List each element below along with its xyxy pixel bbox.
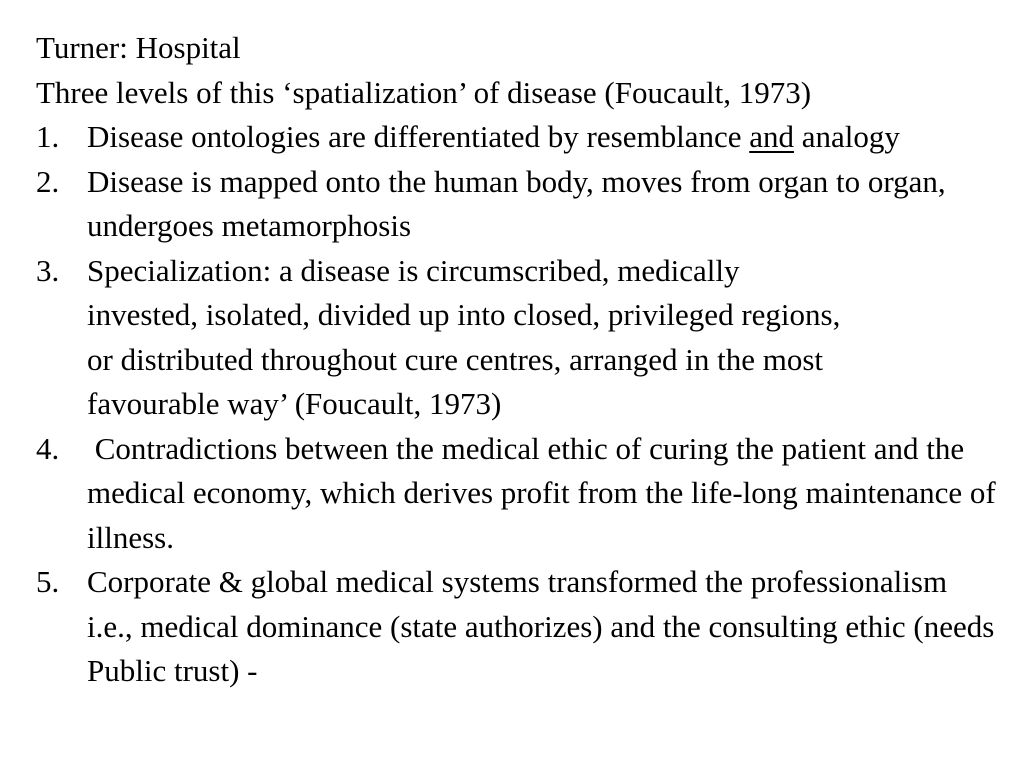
list-item-text-part: Disease ontologies are differentiated by resemblance: [87, 119, 750, 154]
list-item-text: [87, 249, 996, 427]
list-number: 1.: [36, 119, 60, 154]
slide-title: Turner: Hospital: [36, 30, 241, 65]
list-number: 4.: [36, 430, 60, 466]
list-number: 5.: [36, 564, 60, 599]
list-item-text: Contradictions between the medical ethic of curing the patient and the medical economy, which derives profit from the life-long maintenance of illness.: [87, 430, 1004, 555]
list-item: [36, 160, 996, 249]
list-number: 2.: [36, 163, 60, 199]
list-item-line: or distributed throughout cure centres, arranged in the most: [87, 341, 824, 377]
list-item: [36, 115, 996, 160]
slide-subtitle: Three levels of this ‘spatialization’ of disease (Foucault, 1973): [36, 74, 812, 110]
list-item-text: [87, 115, 996, 160]
list-item: [36, 249, 996, 427]
list-number: 3.: [36, 252, 60, 288]
list-item-text: Corporate & global medical systems transformed the professionalism i.e., medical dominance (state authorizes) and the consulting ethic (needs Public trust) -: [87, 564, 995, 688]
numbered-list: [36, 115, 1004, 694]
list-item: [36, 427, 1004, 561]
list-item-line: Specialization: a disease is circumscribed, medically: [87, 252, 740, 288]
list-item-text: Disease is mapped onto the human body, moves from organ to organ, undergoes metamorphosis: [87, 163, 946, 243]
list-item-line: invested, isolated, divided up into closed, privileged regions,: [87, 297, 841, 332]
list-item: [36, 560, 996, 694]
slide-content: [36, 26, 1004, 694]
list-item-text-part: analogy: [793, 119, 900, 154]
underlined-word: and: [749, 119, 794, 154]
list-item-line: favourable way’ (Foucault, 1973): [87, 386, 502, 421]
